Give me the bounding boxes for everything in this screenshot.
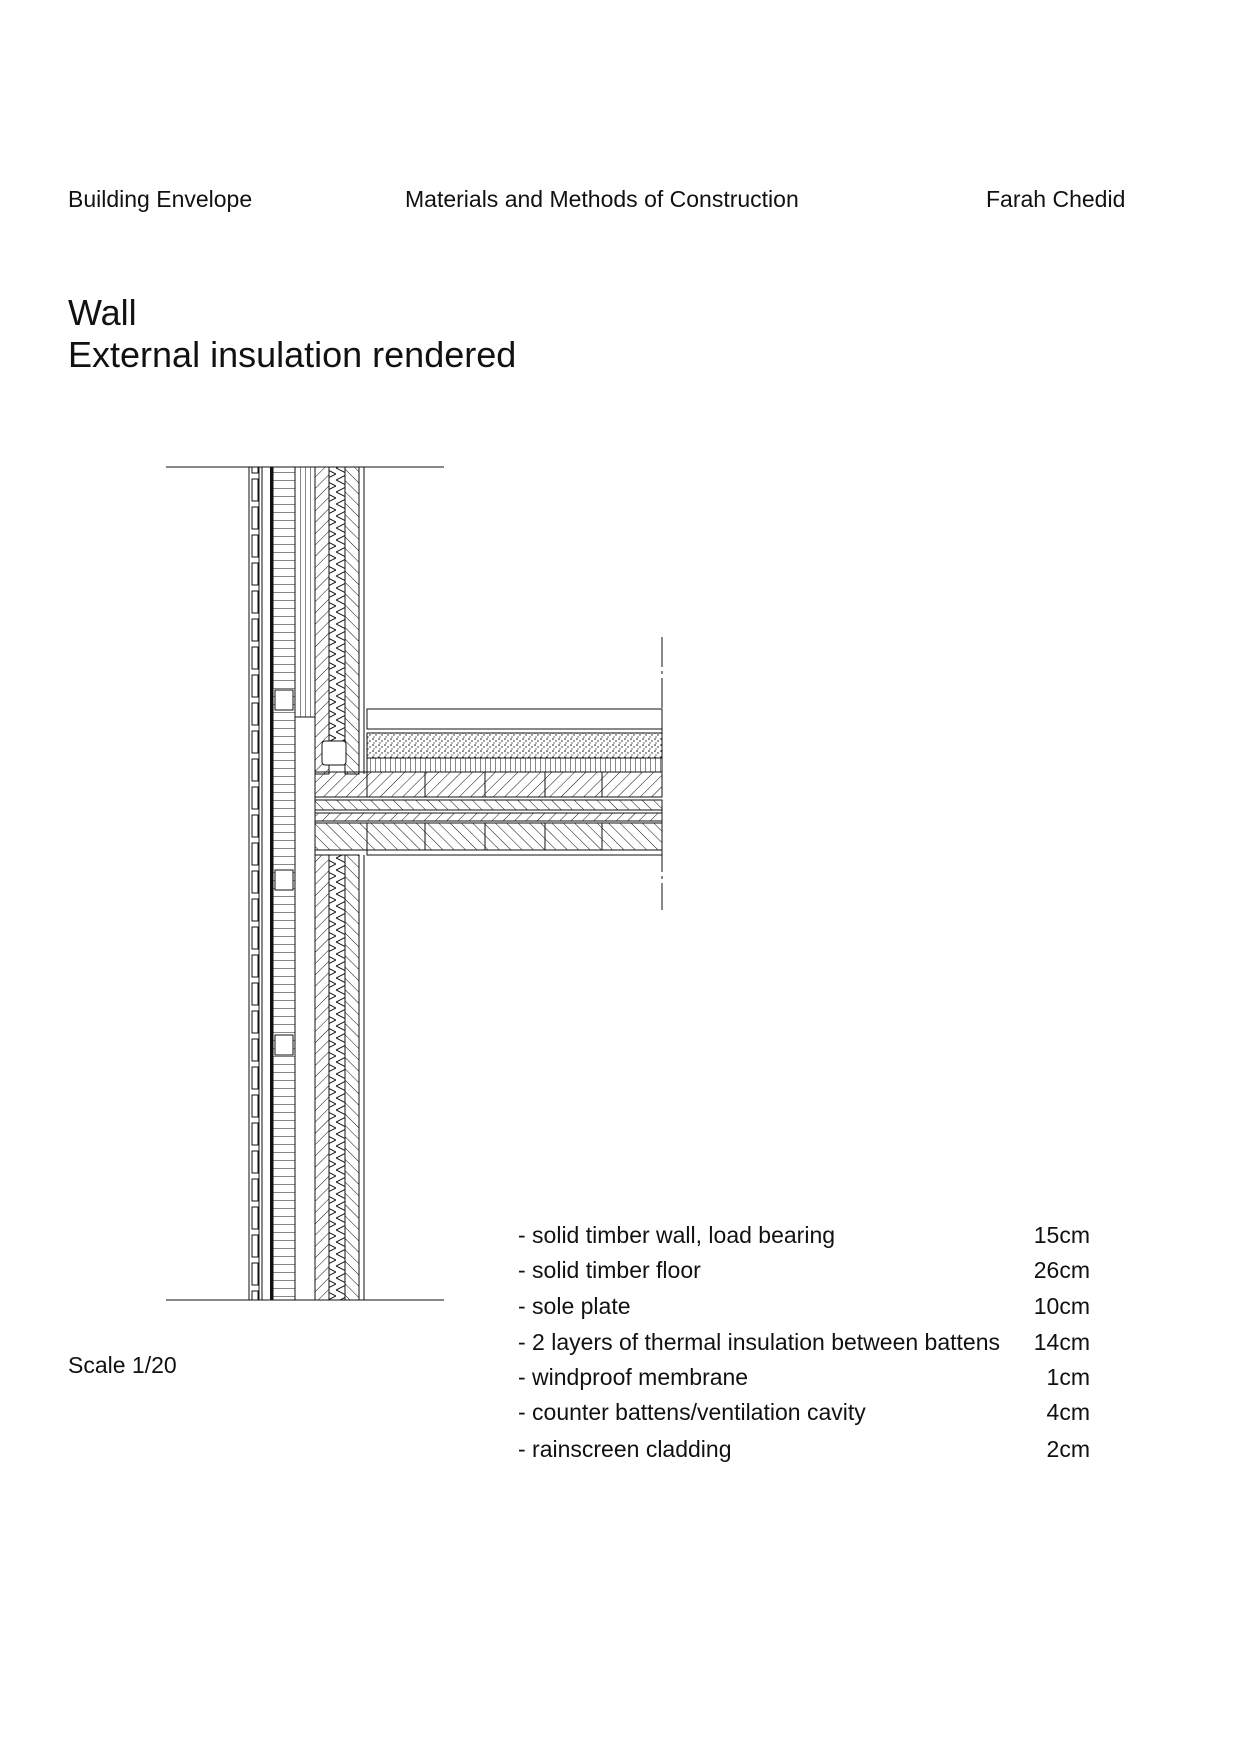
page-subtitle: External insulation rendered — [68, 334, 517, 375]
floor-screed — [367, 733, 662, 758]
timber-wall-lower-a — [315, 855, 329, 1300]
spec-item-label: - solid timber wall, load bearing — [518, 1222, 836, 1248]
spec-item-label: - counter battens/ventilation cavity — [518, 1399, 866, 1425]
page-title: Wall — [68, 292, 137, 333]
spec-item-value: 10cm — [1033, 1293, 1090, 1319]
spec-item-value: 4cm — [1046, 1399, 1090, 1425]
header-subject: Building Envelope — [68, 186, 253, 212]
header-course: Materials and Methods of Construction — [405, 186, 799, 212]
floor-battens — [367, 758, 662, 772]
timber-floor-mid — [315, 800, 662, 810]
timber-wall-lower-c — [345, 855, 359, 1300]
timber-wall-upper-c — [345, 467, 359, 774]
scale-label: Scale 1/20 — [68, 1352, 177, 1378]
rainscreen-cladding — [249, 467, 259, 1300]
thermal-insulation-upper — [295, 467, 315, 717]
spec-item-label: - windproof membrane — [518, 1364, 749, 1390]
timber-wall-upper-a — [315, 467, 329, 774]
spec-item-label: - sole plate — [518, 1293, 631, 1319]
ceiling-lining — [367, 850, 662, 855]
floor-finish — [367, 709, 662, 729]
header-author: Farah Chedid — [986, 186, 1126, 212]
timber-wall-upper-b — [329, 467, 345, 741]
spec-item-value: 14cm — [1033, 1329, 1090, 1355]
spec-item-value: 26cm — [1033, 1257, 1090, 1283]
spec-item-label: - rainscreen cladding — [518, 1436, 732, 1462]
spec-item-value: 2cm — [1046, 1436, 1090, 1462]
timber-wall-lower-b — [329, 855, 345, 1300]
spec-item-value: 15cm — [1033, 1222, 1090, 1248]
spec-item-label: - solid timber floor — [518, 1257, 701, 1283]
thermal-insulation-lower — [295, 717, 315, 1300]
spec-item-value: 1cm — [1046, 1364, 1090, 1390]
spec-item-label: - 2 layers of thermal insulation between battens — [518, 1329, 1000, 1355]
timber-floor-core — [315, 813, 662, 821]
wall-head-block — [322, 741, 346, 765]
